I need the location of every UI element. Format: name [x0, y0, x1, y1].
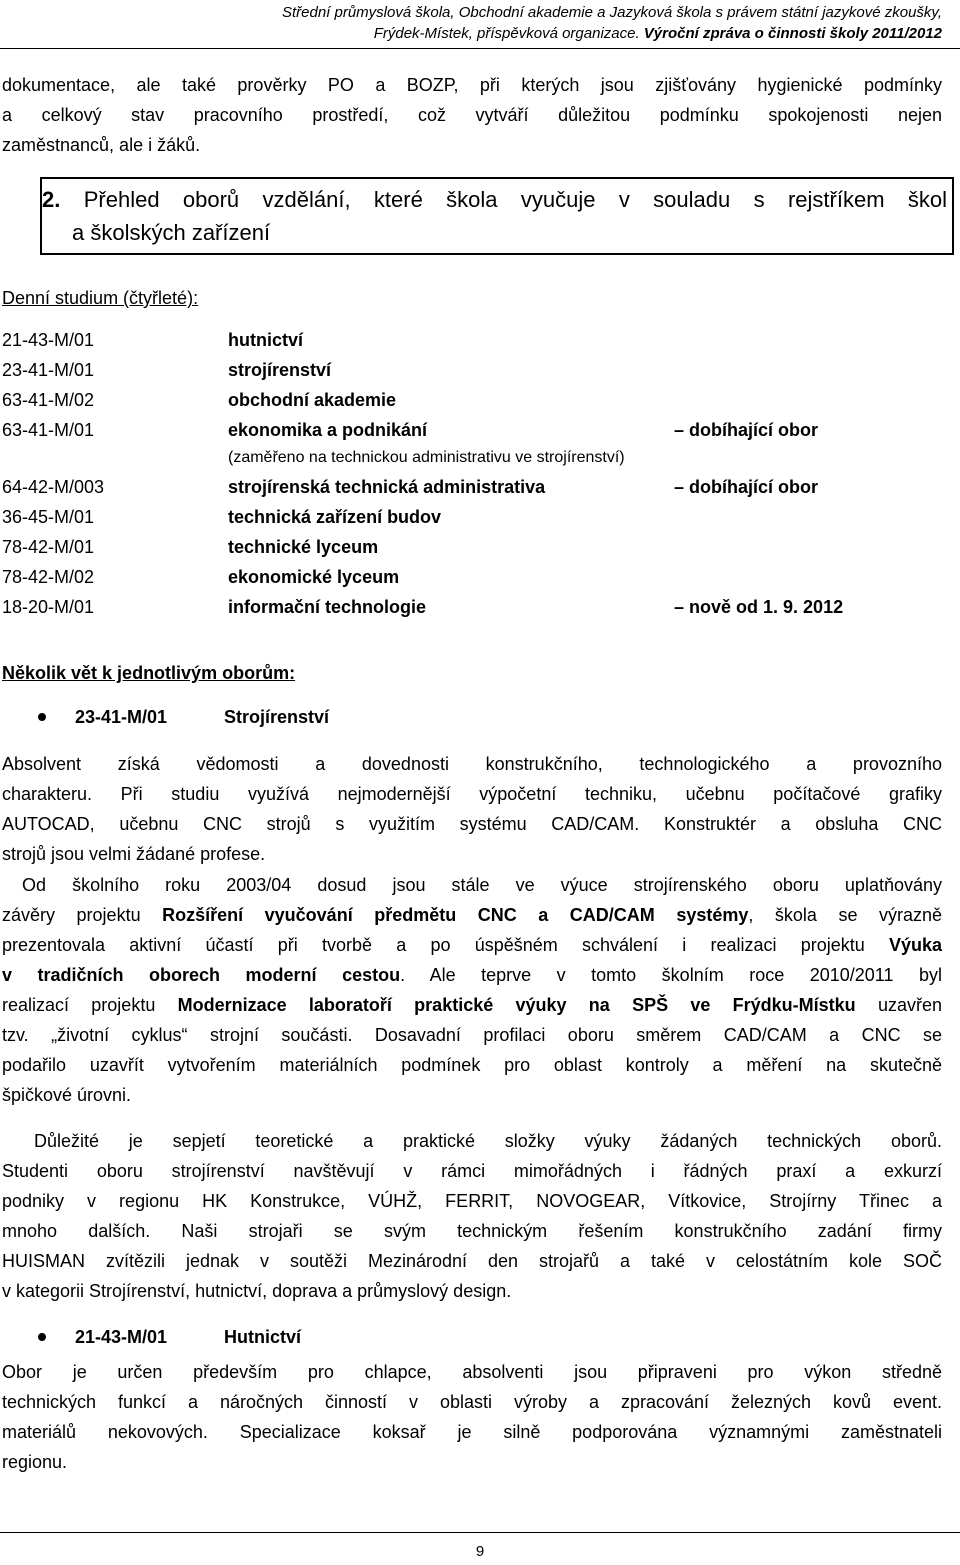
program-note: – dobíhající obor — [674, 477, 819, 497]
page-header — [282, 2, 942, 44]
header-rule — [0, 48, 960, 49]
bullet-icon — [38, 1333, 46, 1341]
header-line-2 — [282, 23, 942, 44]
bullet-name: Strojírenství — [224, 707, 330, 727]
text-line: tzv. „životní cyklus“ strojní součásti. Dosavadní profilaci oboru směrem CAD/CAM a CNC se — [2, 1025, 942, 1045]
program-row — [2, 415, 882, 445]
text-line: regionu. — [2, 1452, 68, 1472]
text-line: v kategorii Strojírenství, hutnictví, doprava a průmyslový design. — [2, 1281, 512, 1301]
header-line-1: Střední průmyslová škola, Obchodní akademie a Jazyková škola s právem státní jazykové zkoušky, — [281, 4, 942, 21]
text-line: mnoho dalších. Naši strojaři se svým technickým řešením konstrukčního zadání firmy — [2, 1221, 942, 1241]
program-subnote-row — [2, 445, 882, 472]
program-code: 18-20-M/01 — [2, 597, 95, 617]
text-line: podařilo uzavřít vytvořením materiálních podmínek pro oblast kontroly a měření na skutečně — [2, 1055, 942, 1075]
project-name: v tradičních oborech moderní cestou — [2, 965, 401, 985]
daily-study-label: Denní studium (čtyřleté): — [2, 288, 199, 308]
page-number: 9 — [475, 1543, 485, 1560]
project-name: Rozšíření vyučování předmětu CNC a CAD/CAM systémy — [162, 905, 749, 925]
hutnictvi-paragraph — [2, 1357, 942, 1477]
program-name: ekonomické lyceum — [228, 567, 400, 587]
program-row — [2, 502, 882, 532]
text-line — [2, 990, 942, 1020]
program-name: technické lyceum — [228, 537, 379, 557]
program-note: – dobíhající obor — [674, 420, 819, 440]
section-title-text: Přehled oborů vzdělání, které škola vyučuje v souladu s rejstříkem škol — [83, 187, 947, 212]
program-row — [2, 325, 882, 355]
section-heading — [42, 183, 947, 249]
program-row — [2, 532, 882, 562]
program-code: 78-42-M/01 — [2, 537, 95, 557]
bullet-code: 23-41-M/01 — [75, 707, 168, 727]
bullet-name: Hutnictví — [224, 1327, 302, 1347]
text-line: Obor je určen především pro chlapce, absolventi jsou připraveni pro výkon středně — [2, 1362, 942, 1382]
text-line — [2, 960, 942, 990]
text-line: technických funkcí a náročných činností v oblasti výroby a zpracování železných kovů event. — [2, 1392, 942, 1412]
text-line: materiálů nekovových. Specializace koksař je silně podporována významnými zaměstnateli — [2, 1422, 942, 1442]
header-org: Frýdek-Místek, příspěvková organizace. — [373, 25, 640, 42]
section-heading-line-2: a školských zařízení — [72, 220, 271, 245]
text-line: špičkové úrovni. — [2, 1085, 132, 1105]
strojirenstvi-paragraph-3 — [2, 1126, 942, 1306]
text-line: HUISMAN zvítězili jednak v soutěži Mezinárodní den strojařů a také v celostátním kole SOČ — [2, 1251, 942, 1271]
strojirenstvi-paragraph-1 — [2, 749, 942, 869]
program-code: 23-41-M/01 — [2, 360, 95, 380]
program-subnote: (zaměřeno na technickou administrativu ve strojírenství) — [228, 449, 625, 466]
program-code: 64-42-M/003 — [2, 477, 105, 497]
program-note: – nově od 1. 9. 2012 — [674, 597, 844, 617]
text-run: realizací projektu — [2, 995, 178, 1015]
header-report-title: Výroční zpráva o činnosti školy 2011/2012 — [643, 25, 942, 42]
program-row — [2, 385, 882, 415]
program-code: 63-41-M/02 — [2, 390, 95, 410]
section-heading-line-1 — [42, 183, 947, 216]
text-line: Od školního roku 2003/04 dosud jsou stále ve výuce strojírenského oboru uplatňovány — [22, 875, 942, 895]
program-name: informační technologie — [228, 597, 427, 617]
text-line: Důležité je sepjetí teoretické a praktické složky výuky žádaných technických oborů. — [34, 1131, 942, 1151]
program-code: 36-45-M/01 — [2, 507, 95, 527]
program-name: obchodní akademie — [228, 390, 397, 410]
strojirenstvi-paragraph-2 — [2, 870, 942, 1110]
program-code: 63-41-M/01 — [2, 420, 95, 440]
program-name: hutnictví — [228, 330, 303, 350]
text-line: Absolvent získá vědomosti a dovednosti konstrukčního, technologického a provozního — [2, 754, 942, 774]
text-line: a celkový stav pracovního prostředí, což vytváří důležitou podmínku spokojenosti nejen — [2, 105, 942, 125]
program-row — [2, 355, 882, 385]
bullet-icon — [38, 713, 46, 721]
text-line: charakteru. Při studiu využívá nejmodernější výpočetní techniku, učebnu počítačové grafiky — [2, 784, 942, 804]
project-name: Modernizace laboratoří praktické výuky na SPŠ ve Frýdku-Místku — [177, 995, 856, 1015]
program-row — [2, 592, 882, 622]
text-line: zaměstnanců, ale i žáků. — [2, 135, 201, 155]
text-line: strojů jsou velmi žádané profese. — [2, 844, 266, 864]
program-row — [2, 472, 882, 502]
text-line — [2, 930, 942, 960]
text-line: dokumentace, ale také prověrky PO a BOZP, při kterých jsou zjišťovány hygienické podmínky — [2, 75, 942, 95]
section-number: 2. — [42, 187, 61, 212]
text-run: závěry projektu — [2, 905, 163, 925]
program-code: 21-43-M/01 — [2, 330, 95, 350]
project-name: Výuka — [888, 935, 942, 955]
bullet-code: 21-43-M/01 — [75, 1327, 168, 1347]
text-line: AUTOCAD, učebnu CNC strojů s využitím systému CAD/CAM. Konstruktér a obsluha CNC — [2, 814, 942, 834]
program-name: ekonomika a podnikání — [228, 420, 428, 440]
programs-list — [2, 325, 882, 622]
text-run: . Ale teprve v tomto školním roce 2010/2011 byl — [400, 965, 942, 985]
text-line — [2, 900, 942, 930]
text-run: prezentovala aktivní účastí při tvorbě a po úspěšném schválení i realizaci projektu — [2, 935, 889, 955]
text-run: uzavřen — [855, 995, 942, 1015]
footer-rule — [0, 1532, 960, 1533]
program-name: strojírenská technická administrativa — [228, 477, 546, 497]
program-name: technická zařízení budov — [228, 507, 442, 527]
intro-paragraph — [2, 70, 942, 160]
program-row — [2, 562, 882, 592]
programs-overview-label: Několik vět k jednotlivým oborům: — [2, 663, 296, 683]
text-line: podniky v regionu HK Konstrukce, VÚHŽ, FERRIT, NOVOGEAR, Vítkovice, Strojírny Třinec a — [2, 1191, 942, 1211]
program-code: 78-42-M/02 — [2, 567, 95, 587]
text-line: Studenti oboru strojírenství navštěvují v rámci mimořádných i řádných praxí a exkurzí — [2, 1161, 942, 1181]
program-name: strojírenství — [228, 360, 332, 380]
text-run: , škola se výrazně — [748, 905, 943, 925]
